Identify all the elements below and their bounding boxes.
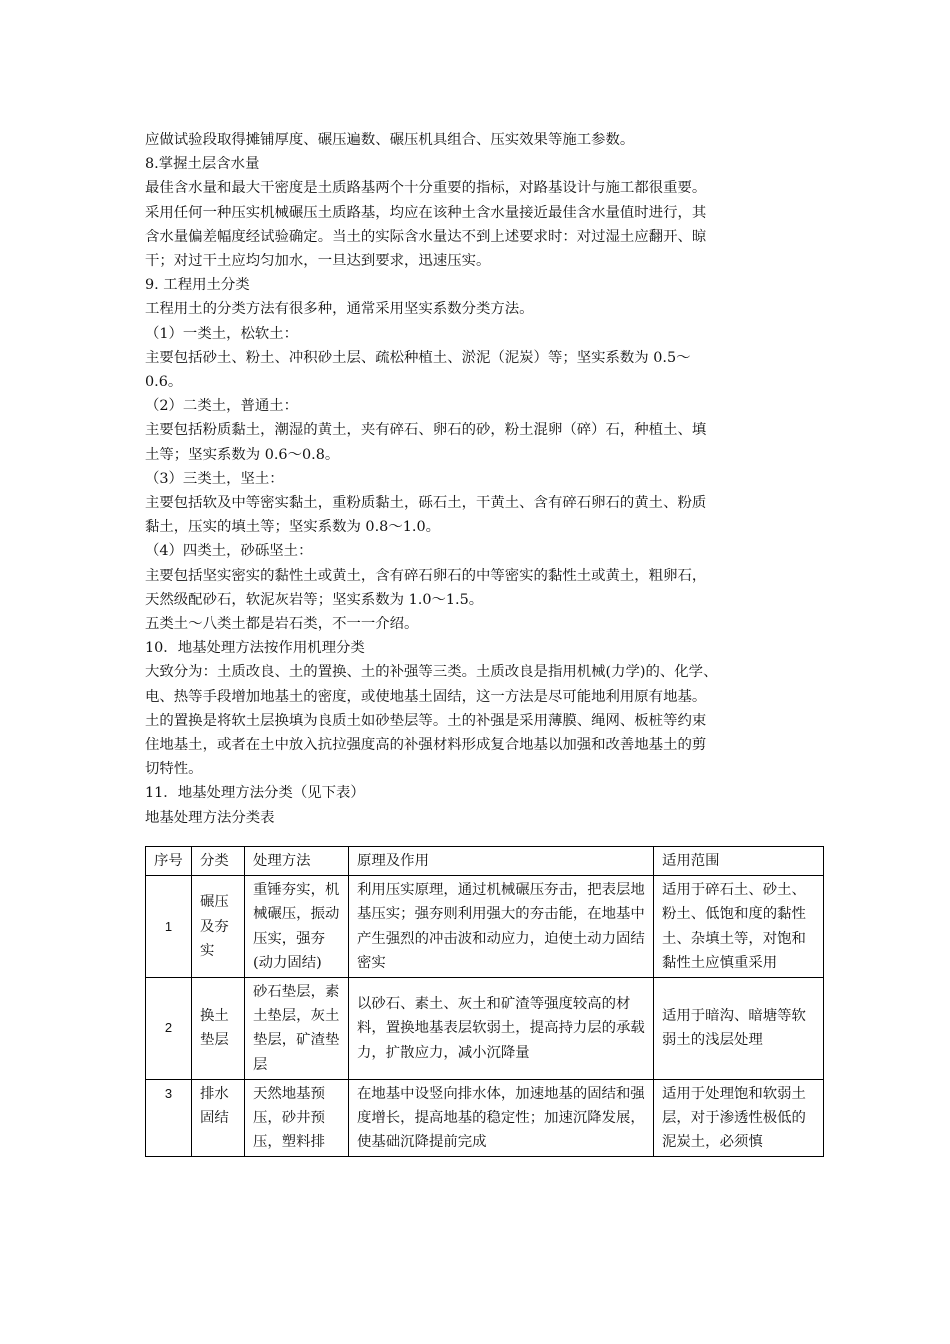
- text-line: 五类土～八类土都是岩石类，不一一介绍。: [145, 616, 419, 633]
- text-line: 最佳含水量和最大干密度是土质路基两个十分重要的指标，对路基设计与施工都很重要。: [145, 180, 707, 197]
- text-line: 主要包括砂土、粉土、冲积砂土层、疏松种植土、淤泥（泥炭）等；坚实系数为 0.5～: [145, 349, 691, 366]
- text-line: 大致分为：土质改良、土的置换、土的补强等三类。土质改良是指用机械(力学)的、化学、: [145, 664, 718, 681]
- header-scope: 适用范围: [654, 847, 824, 876]
- row-category: 碾压及夯实: [192, 876, 245, 978]
- row-no: 2: [146, 978, 192, 1080]
- row-principle: 利用压实原理，通过机械碾压夯击，把表层地基压实；强夯则利用强大的夯击能，在地基中产生强烈的冲击波和动应力，迫使土动力固结密实: [349, 876, 654, 978]
- section-heading-10: 10．地基处理方法按作用机理分类: [145, 640, 365, 657]
- subheading-soil-4: （4）四类土，砂砾坚土：: [145, 543, 313, 560]
- text-line: 采用任何一种压实机械碾压土质路基，均应在该种土含水量接近最佳含水量值时进行，其: [145, 204, 707, 221]
- text-line: 应做试验段取得摊铺厚度、碾压遍数、碾压机具组合、压实效果等施工参数。: [145, 132, 635, 148]
- row-category: 换土垫层: [192, 978, 245, 1080]
- text-line: 住地基土，或者在土中放入抗拉强度高的补强材料形成复合地基以加强和改善地基土的剪: [145, 737, 707, 754]
- row-no: 3: [146, 1079, 192, 1157]
- text-line: 干；对过干土应均匀加水，一旦达到要求，迅速压实。: [145, 253, 491, 270]
- table-row: [146, 876, 824, 978]
- table-row: [146, 978, 824, 1080]
- header-category: 分类: [192, 847, 245, 876]
- foundation-treatment-table: [145, 846, 824, 1157]
- row-no: 1: [146, 876, 192, 978]
- header-no: 序号: [146, 847, 192, 876]
- subheading-soil-3: （3）三类土，坚土：: [145, 470, 284, 487]
- text-line: 土的置换是将软土层换填为良质土如砂垫层等。土的补强是采用薄膜、绳网、板桩等约束: [145, 712, 707, 729]
- table-header-row: [146, 847, 824, 876]
- text-line: 切特性。: [145, 761, 203, 778]
- text-line: 含水量偏差幅度经试验确定。当土的实际含水量达不到上述要求时：对过湿土应翻开、晾: [145, 228, 707, 245]
- text-line: 工程用土的分类方法有很多种，通常采用坚实系数分类方法。: [145, 301, 534, 318]
- row-scope: 适用于暗沟、暗塘等软弱土的浅层处理: [654, 978, 824, 1080]
- subheading-soil-2: （2）二类土，普通土：: [145, 398, 299, 415]
- row-scope: 适用于碎石土、砂土、粉土、低饱和度的黏性土、杂填土等，对饱和黏性土应慎重采用: [654, 876, 824, 978]
- row-method: 天然地基预压，砂井预压，塑料排: [245, 1079, 349, 1157]
- text-line: 主要包括坚实密实的黏性土或黄土，含有碎石卵石的中等密实的黏性土或黄土，粗卵石，: [145, 567, 707, 584]
- row-method: 砂石垫层，素土垫层，灰土垫层，矿渣垫层: [245, 978, 349, 1080]
- subheading-soil-1: （1）一类土，松软土：: [145, 325, 299, 342]
- row-scope: 适用于处理饱和软弱土层，对于渗透性极低的泥炭土，必须慎: [654, 1079, 824, 1157]
- table-caption: 地基处理方法分类表: [145, 809, 275, 826]
- header-principle: 原理及作用: [349, 847, 654, 876]
- header-method: 处理方法: [245, 847, 349, 876]
- row-principle: 在地基中设竖向排水体，加速地基的固结和强度增长，提高地基的稳定性；加速沉降发展，使基础沉降提前完成: [349, 1079, 654, 1157]
- text-line: 主要包括粉质黏土，潮湿的黄土，夹有碎石、卵石的砂，粉土混卵（碎）石，种植土、填: [145, 422, 707, 439]
- text-line: 土等；坚实系数为 0.6～0.8。: [145, 446, 340, 463]
- row-category: 排水固结: [192, 1079, 245, 1157]
- document-body: [145, 128, 825, 830]
- row-method: 重锤夯实，机械碾压，振动压实，强夯(动力固结): [245, 876, 349, 978]
- section-heading-8: 8.掌握土层含水量: [145, 156, 260, 173]
- text-line: 黏土，压实的填土等；坚实系数为 0.8～1.0。: [145, 519, 440, 536]
- section-heading-11: 11．地基处理方法分类（见下表）: [145, 785, 365, 802]
- text-line: 天然级配砂石，软泥灰岩等；坚实系数为 1.0～1.5。: [145, 591, 484, 608]
- table-row: [146, 1079, 824, 1157]
- section-heading-9: 9. 工程用土分类: [145, 277, 250, 294]
- text-line: 0.6。: [145, 374, 183, 391]
- row-principle: 以砂石、素土、灰土和矿渣等强度较高的材料，置换地基表层软弱土，提高持力层的承载力，扩散应力，减小沉降量: [349, 978, 654, 1080]
- text-line: 主要包括软及中等密实黏土，重粉质黏土，砾石土，干黄土、含有碎石卵石的黄土、粉质: [145, 495, 707, 512]
- text-line: 电、热等手段增加地基土的密度，或使地基土固结，这一方法是尽可能地利用原有地基。: [145, 688, 707, 705]
